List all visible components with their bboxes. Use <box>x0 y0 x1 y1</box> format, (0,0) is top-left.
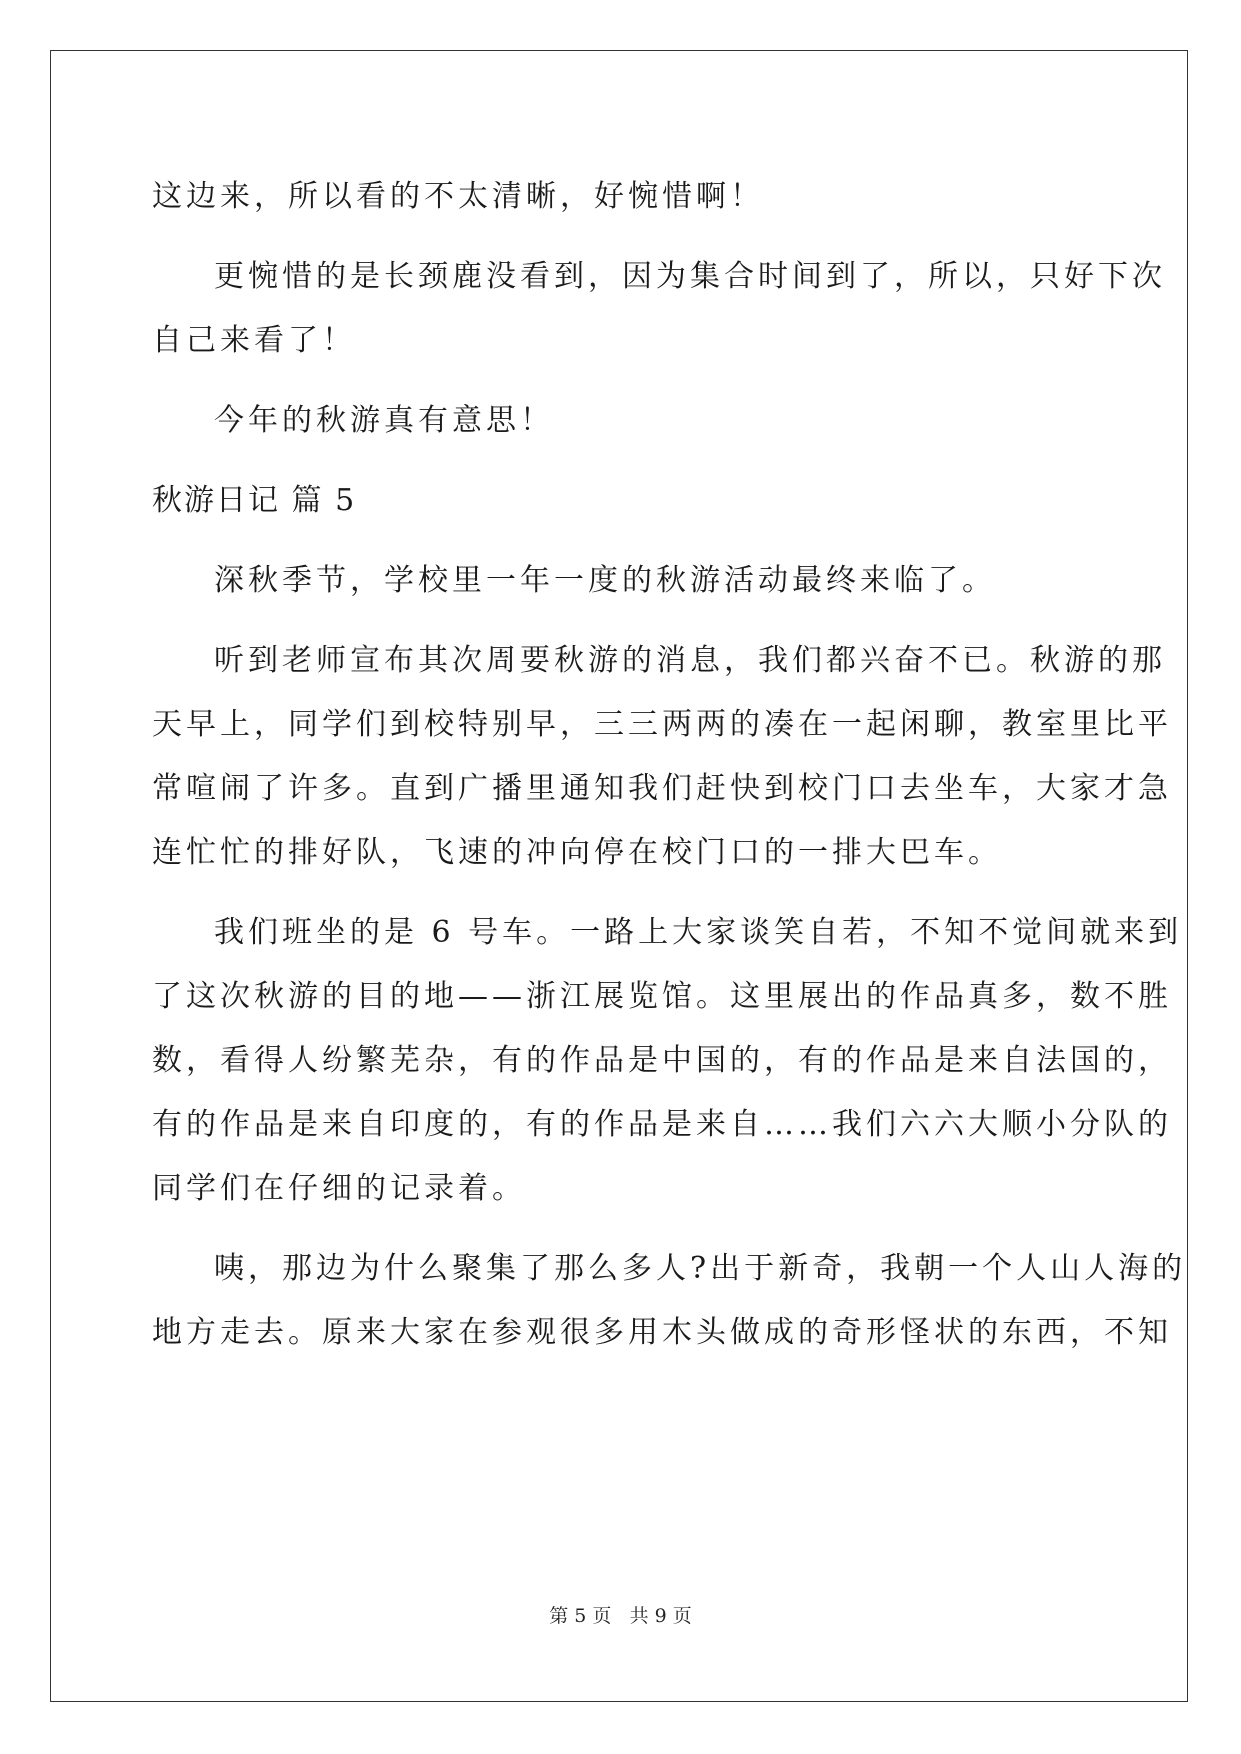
page-footer <box>0 1601 1241 1628</box>
text-line: 咦，那边为什么聚集了那么多人?出于新奇，我朝一个人山人海的 <box>214 1251 1187 1286</box>
text-line: 有的作品是来自印度的，有的作品是来自……我们六六大顺小分队的 <box>152 1107 1172 1142</box>
text-line: 自己来看了！ <box>152 323 356 358</box>
text-line: 地方走去。原来大家在参观很多用木头做成的奇形怪状的东西，不知 <box>152 1315 1172 1350</box>
text-line: 常喧闹了许多。直到广播里通知我们赶快到校门口去坐车，大家才急 <box>152 771 1172 806</box>
text-line: 我们班坐的是 6 号车。一路上大家谈笑自若，不知不觉间就来到 <box>214 915 1183 950</box>
text-line: 更惋惜的是长颈鹿没看到，因为集合时间到了，所以，只好下次 <box>214 259 1166 294</box>
text-line: 天早上，同学们到校特别早，三三两两的凑在一起闲聊，教室里比平 <box>152 707 1172 742</box>
text-line: 听到老师宣布其次周要秋游的消息，我们都兴奋不已。秋游的那 <box>214 643 1166 678</box>
document-body <box>152 165 1187 1365</box>
page-total: 共 9 页 <box>629 1605 692 1627</box>
page-number: 第 5 页 <box>549 1605 612 1627</box>
text-line: 这边来，所以看的不太清晰，好惋惜啊！ <box>152 179 764 214</box>
text-line: 了这次秋游的目的地——浙江展览馆。这里展出的作品真多，数不胜 <box>152 979 1172 1014</box>
text-line: 同学们在仔细的记录着。 <box>152 1171 526 1206</box>
text-line: 连忙忙的排好队，飞速的冲向停在校门口的一排大巴车。 <box>152 835 1002 870</box>
text-line: 今年的秋游真有意思！ <box>214 403 554 438</box>
text-line: 数，看得人纷繁芜杂，有的作品是中国的，有的作品是来自法国的， <box>152 1043 1172 1078</box>
section-heading: 秋游日记 篇 5 <box>152 483 357 518</box>
text-line: 深秋季节，学校里一年一度的秋游活动最终来临了。 <box>214 563 996 598</box>
